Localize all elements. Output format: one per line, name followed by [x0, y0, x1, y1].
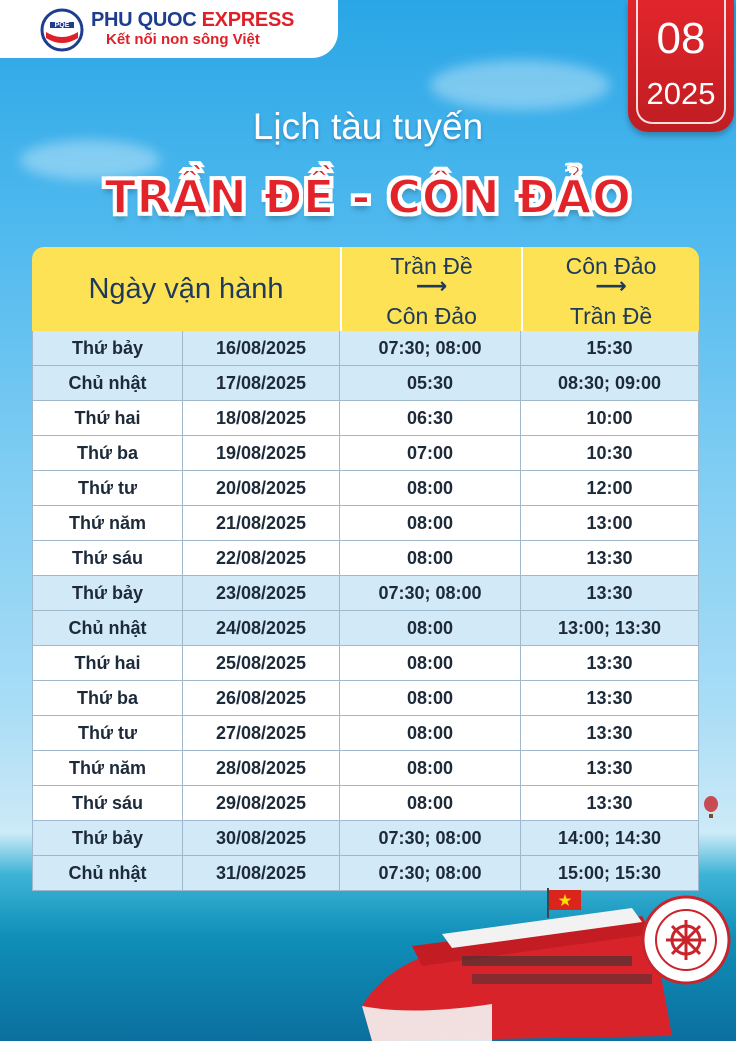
table-row [32, 751, 699, 786]
outbound-time-cell: 07:00 [340, 436, 521, 470]
header-outbound [342, 247, 521, 331]
day-cell: Thứ tư [32, 716, 183, 750]
return-time-cell: 13:30 [521, 576, 699, 610]
badge-month: 08 [656, 14, 706, 63]
table-row [32, 821, 699, 856]
date-cell: 19/08/2025 [183, 436, 340, 470]
header-outbound-to: Côn Đảo [386, 303, 477, 329]
return-time-cell: 15:00; 15:30 [521, 856, 699, 890]
header-return-to: Trần Đề [569, 303, 653, 329]
outbound-time-cell: 08:00 [340, 646, 521, 680]
day-cell: Thứ năm [32, 506, 183, 540]
table-body [32, 331, 699, 891]
svg-text:PQE: PQE [54, 22, 70, 29]
date-cell: 25/08/2025 [183, 646, 340, 680]
day-cell: Chủ nhật [32, 366, 183, 400]
date-cell: 26/08/2025 [183, 681, 340, 715]
date-cell: 29/08/2025 [183, 786, 340, 820]
table-row [32, 401, 699, 436]
table-row [32, 681, 699, 716]
return-time-cell: 13:30 [521, 681, 699, 715]
return-time-cell: 13:00 [521, 506, 699, 540]
brand-name-accent: EXPRESS [201, 9, 295, 31]
date-cell: 28/08/2025 [183, 751, 340, 785]
quality-seal-icon [640, 894, 732, 986]
table-row [32, 436, 699, 471]
outbound-time-cell: 08:00 [340, 716, 521, 750]
return-time-cell: 08:30; 09:00 [521, 366, 699, 400]
outbound-time-cell: 08:00 [340, 541, 521, 575]
return-time-cell: 13:30 [521, 716, 699, 750]
return-time-cell: 14:00; 14:30 [521, 821, 699, 855]
brand-name [91, 9, 294, 32]
return-time-cell: 13:30 [521, 646, 699, 680]
date-cell: 20/08/2025 [183, 471, 340, 505]
date-cell: 24/08/2025 [183, 611, 340, 645]
date-cell: 23/08/2025 [183, 576, 340, 610]
brand-tagline: Kết nối non sông Việt [106, 31, 260, 48]
day-cell: Thứ sáu [32, 541, 183, 575]
day-cell: Thứ ba [32, 436, 183, 470]
outbound-time-cell: 08:00 [340, 681, 521, 715]
day-cell: Chủ nhật [32, 856, 183, 890]
cloud [430, 60, 610, 110]
return-time-cell: 13:30 [521, 541, 699, 575]
date-cell: 22/08/2025 [183, 541, 340, 575]
arrow-right-icon: ⟶ [595, 273, 627, 298]
return-time-cell: 13:30 [521, 786, 699, 820]
return-time-cell: 13:30 [521, 751, 699, 785]
arrow-right-icon: ⟶ [415, 273, 448, 298]
outbound-time-cell: 08:00 [340, 786, 521, 820]
outbound-time-cell: 07:30; 08:00 [340, 576, 521, 610]
header-return [523, 247, 699, 331]
outbound-time-cell: 08:00 [340, 471, 521, 505]
table-row [32, 576, 699, 611]
table-header [32, 247, 699, 331]
return-time-cell: 10:00 [521, 401, 699, 435]
outbound-time-cell: 07:30; 08:00 [340, 856, 521, 890]
date-cell: 31/08/2025 [183, 856, 340, 890]
outbound-time-cell: 06:30 [340, 401, 521, 435]
table-row [32, 471, 699, 506]
day-cell: Thứ bảy [32, 821, 183, 855]
date-cell: 30/08/2025 [183, 821, 340, 855]
day-cell: Thứ tư [32, 471, 183, 505]
badge-year: 2025 [646, 76, 716, 111]
table-row [32, 716, 699, 751]
table-row [32, 506, 699, 541]
day-cell: Thứ bảy [32, 576, 183, 610]
table-row [32, 541, 699, 576]
return-time-cell: 13:00; 13:30 [521, 611, 699, 645]
ferry-illustration [352, 886, 684, 1041]
outbound-time-cell: 08:00 [340, 751, 521, 785]
date-cell: 18/08/2025 [183, 401, 340, 435]
table-row [32, 366, 699, 401]
outbound-time-cell: 07:30; 08:00 [340, 331, 521, 365]
route-title: TRẦN ĐỀ - CÔN ĐẢO [104, 170, 632, 224]
balloon-icon [702, 796, 720, 820]
date-cell: 17/08/2025 [183, 366, 340, 400]
table-row [32, 611, 699, 646]
table-row [32, 331, 699, 366]
day-cell: Thứ sáu [32, 786, 183, 820]
header-operating-day: Ngày vận hành [88, 272, 284, 305]
table-row [32, 786, 699, 821]
header-return-from: Côn Đảo [565, 253, 657, 279]
brand-header [0, 0, 338, 58]
header-outbound-from: Trần Đề [390, 253, 473, 279]
outbound-time-cell: 08:00 [340, 611, 521, 645]
outbound-time-cell: 08:00 [340, 506, 521, 540]
date-cell: 21/08/2025 [183, 506, 340, 540]
brand-name-main: PHU QUOC [91, 9, 202, 31]
return-time-cell: 12:00 [521, 471, 699, 505]
return-time-cell: 15:30 [521, 331, 699, 365]
outbound-time-cell: 07:30; 08:00 [340, 821, 521, 855]
schedule-subtitle: Lịch tàu tuyến [252, 106, 484, 147]
day-cell: Chủ nhật [32, 611, 183, 645]
table-row [32, 646, 699, 681]
return-time-cell: 10:30 [521, 436, 699, 470]
date-cell: 27/08/2025 [183, 716, 340, 750]
vietnam-flag-icon [546, 888, 582, 918]
outbound-time-cell: 05:30 [340, 366, 521, 400]
day-cell: Thứ năm [32, 751, 183, 785]
schedule-table [32, 247, 699, 891]
day-cell: Thứ hai [32, 401, 183, 435]
day-cell: Thứ ba [32, 681, 183, 715]
date-cell: 16/08/2025 [183, 331, 340, 365]
day-cell: Thứ hai [32, 646, 183, 680]
pqe-logo-icon [40, 8, 84, 52]
day-cell: Thứ bảy [32, 331, 183, 365]
